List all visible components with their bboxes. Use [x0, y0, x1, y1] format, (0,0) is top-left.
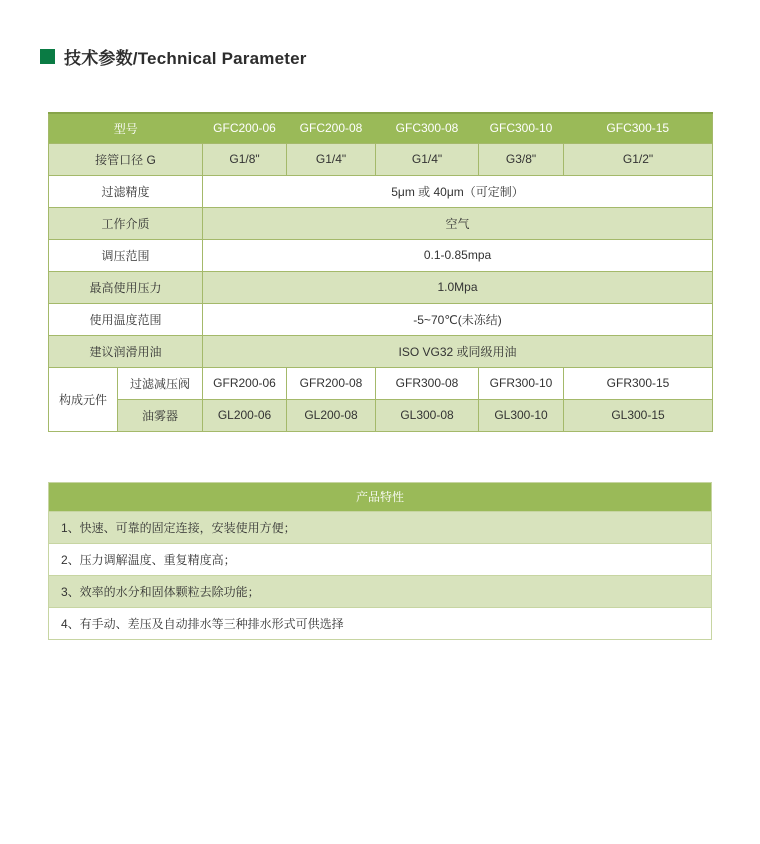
- spec-cell: GFR300-10: [479, 367, 564, 399]
- feature-row-3: [49, 575, 712, 607]
- row-label: 接管口径 G: [49, 143, 203, 175]
- features-table: [48, 482, 712, 640]
- spec-row-component-lubricator: [49, 399, 713, 431]
- row-label: 调压范围: [49, 239, 203, 271]
- spec-cell-span: 5μm 或 40μm（可定制）: [203, 175, 713, 207]
- spec-row-max-pressure: [49, 271, 713, 303]
- spec-row-filtration: [49, 175, 713, 207]
- feature-row-4: [49, 607, 712, 639]
- spec-row-pipe-size: [49, 143, 713, 175]
- spec-cell: GFR200-08: [287, 367, 376, 399]
- green-square-icon: [40, 49, 55, 64]
- page-root: [0, 44, 760, 640]
- features-header: 产品特性: [49, 482, 712, 511]
- row-label: 油雾器: [118, 399, 203, 431]
- spec-cell: GL300-10: [479, 399, 564, 431]
- feature-item: 2、压力调解温度、重复精度高；: [49, 543, 712, 575]
- spec-row-component-regulator: [49, 367, 713, 399]
- col-header-model-2: GFC200-08: [287, 113, 376, 143]
- component-group-label: 构成元件: [49, 367, 118, 431]
- spec-cell: GL200-08: [287, 399, 376, 431]
- feature-row-1: [49, 511, 712, 543]
- spec-cell: GFR300-08: [376, 367, 479, 399]
- col-header-model-5: GFC300-15: [564, 113, 713, 143]
- spec-cell: G1/4": [287, 143, 376, 175]
- feature-item: 4、有手动、差压及自动排水等三种排水形式可供选择: [49, 607, 712, 639]
- spec-row-pressure-range: [49, 239, 713, 271]
- spec-row-temperature: [49, 303, 713, 335]
- spec-cell: GL300-08: [376, 399, 479, 431]
- spec-row-medium: [49, 207, 713, 239]
- spec-row-lubricant: [49, 335, 713, 367]
- spec-header-row: [49, 113, 713, 143]
- features-header-row: [49, 482, 712, 511]
- spec-cell: GL300-15: [564, 399, 713, 431]
- row-label: 建议润滑用油: [49, 335, 203, 367]
- spec-cell-span: 1.0Mpa: [203, 271, 713, 303]
- spec-cell: G1/8": [203, 143, 287, 175]
- row-label: 最高使用压力: [49, 271, 203, 303]
- spec-cell-span: 0.1-0.85mpa: [203, 239, 713, 271]
- spec-cell: GL200-06: [203, 399, 287, 431]
- feature-item: 3、效率的水分和固体颗粒去除功能；: [49, 575, 712, 607]
- spec-table: [48, 112, 713, 432]
- spec-cell-span: 空气: [203, 207, 713, 239]
- col-header-model-label: 型号: [49, 113, 203, 143]
- col-header-model-3: GFC300-08: [376, 113, 479, 143]
- section-header: [40, 44, 760, 69]
- spec-cell: G1/2": [564, 143, 713, 175]
- spec-cell: GFR200-06: [203, 367, 287, 399]
- spec-cell-span: -5~70℃(未冻结): [203, 303, 713, 335]
- spec-cell-span: ISO VG32 或同级用油: [203, 335, 713, 367]
- page-title: 技术参数/Technical Parameter: [64, 49, 307, 68]
- spec-cell: GFR300-15: [564, 367, 713, 399]
- feature-item: 1、快速、可靠的固定连接，安装使用方便；: [49, 511, 712, 543]
- row-label: 过滤精度: [49, 175, 203, 207]
- spec-cell: G1/4": [376, 143, 479, 175]
- row-label: 使用温度范围: [49, 303, 203, 335]
- col-header-model-4: GFC300-10: [479, 113, 564, 143]
- row-label: 过滤减压阀: [118, 367, 203, 399]
- spec-cell: G3/8": [479, 143, 564, 175]
- col-header-model-1: GFC200-06: [203, 113, 287, 143]
- feature-row-2: [49, 543, 712, 575]
- row-label: 工作介质: [49, 207, 203, 239]
